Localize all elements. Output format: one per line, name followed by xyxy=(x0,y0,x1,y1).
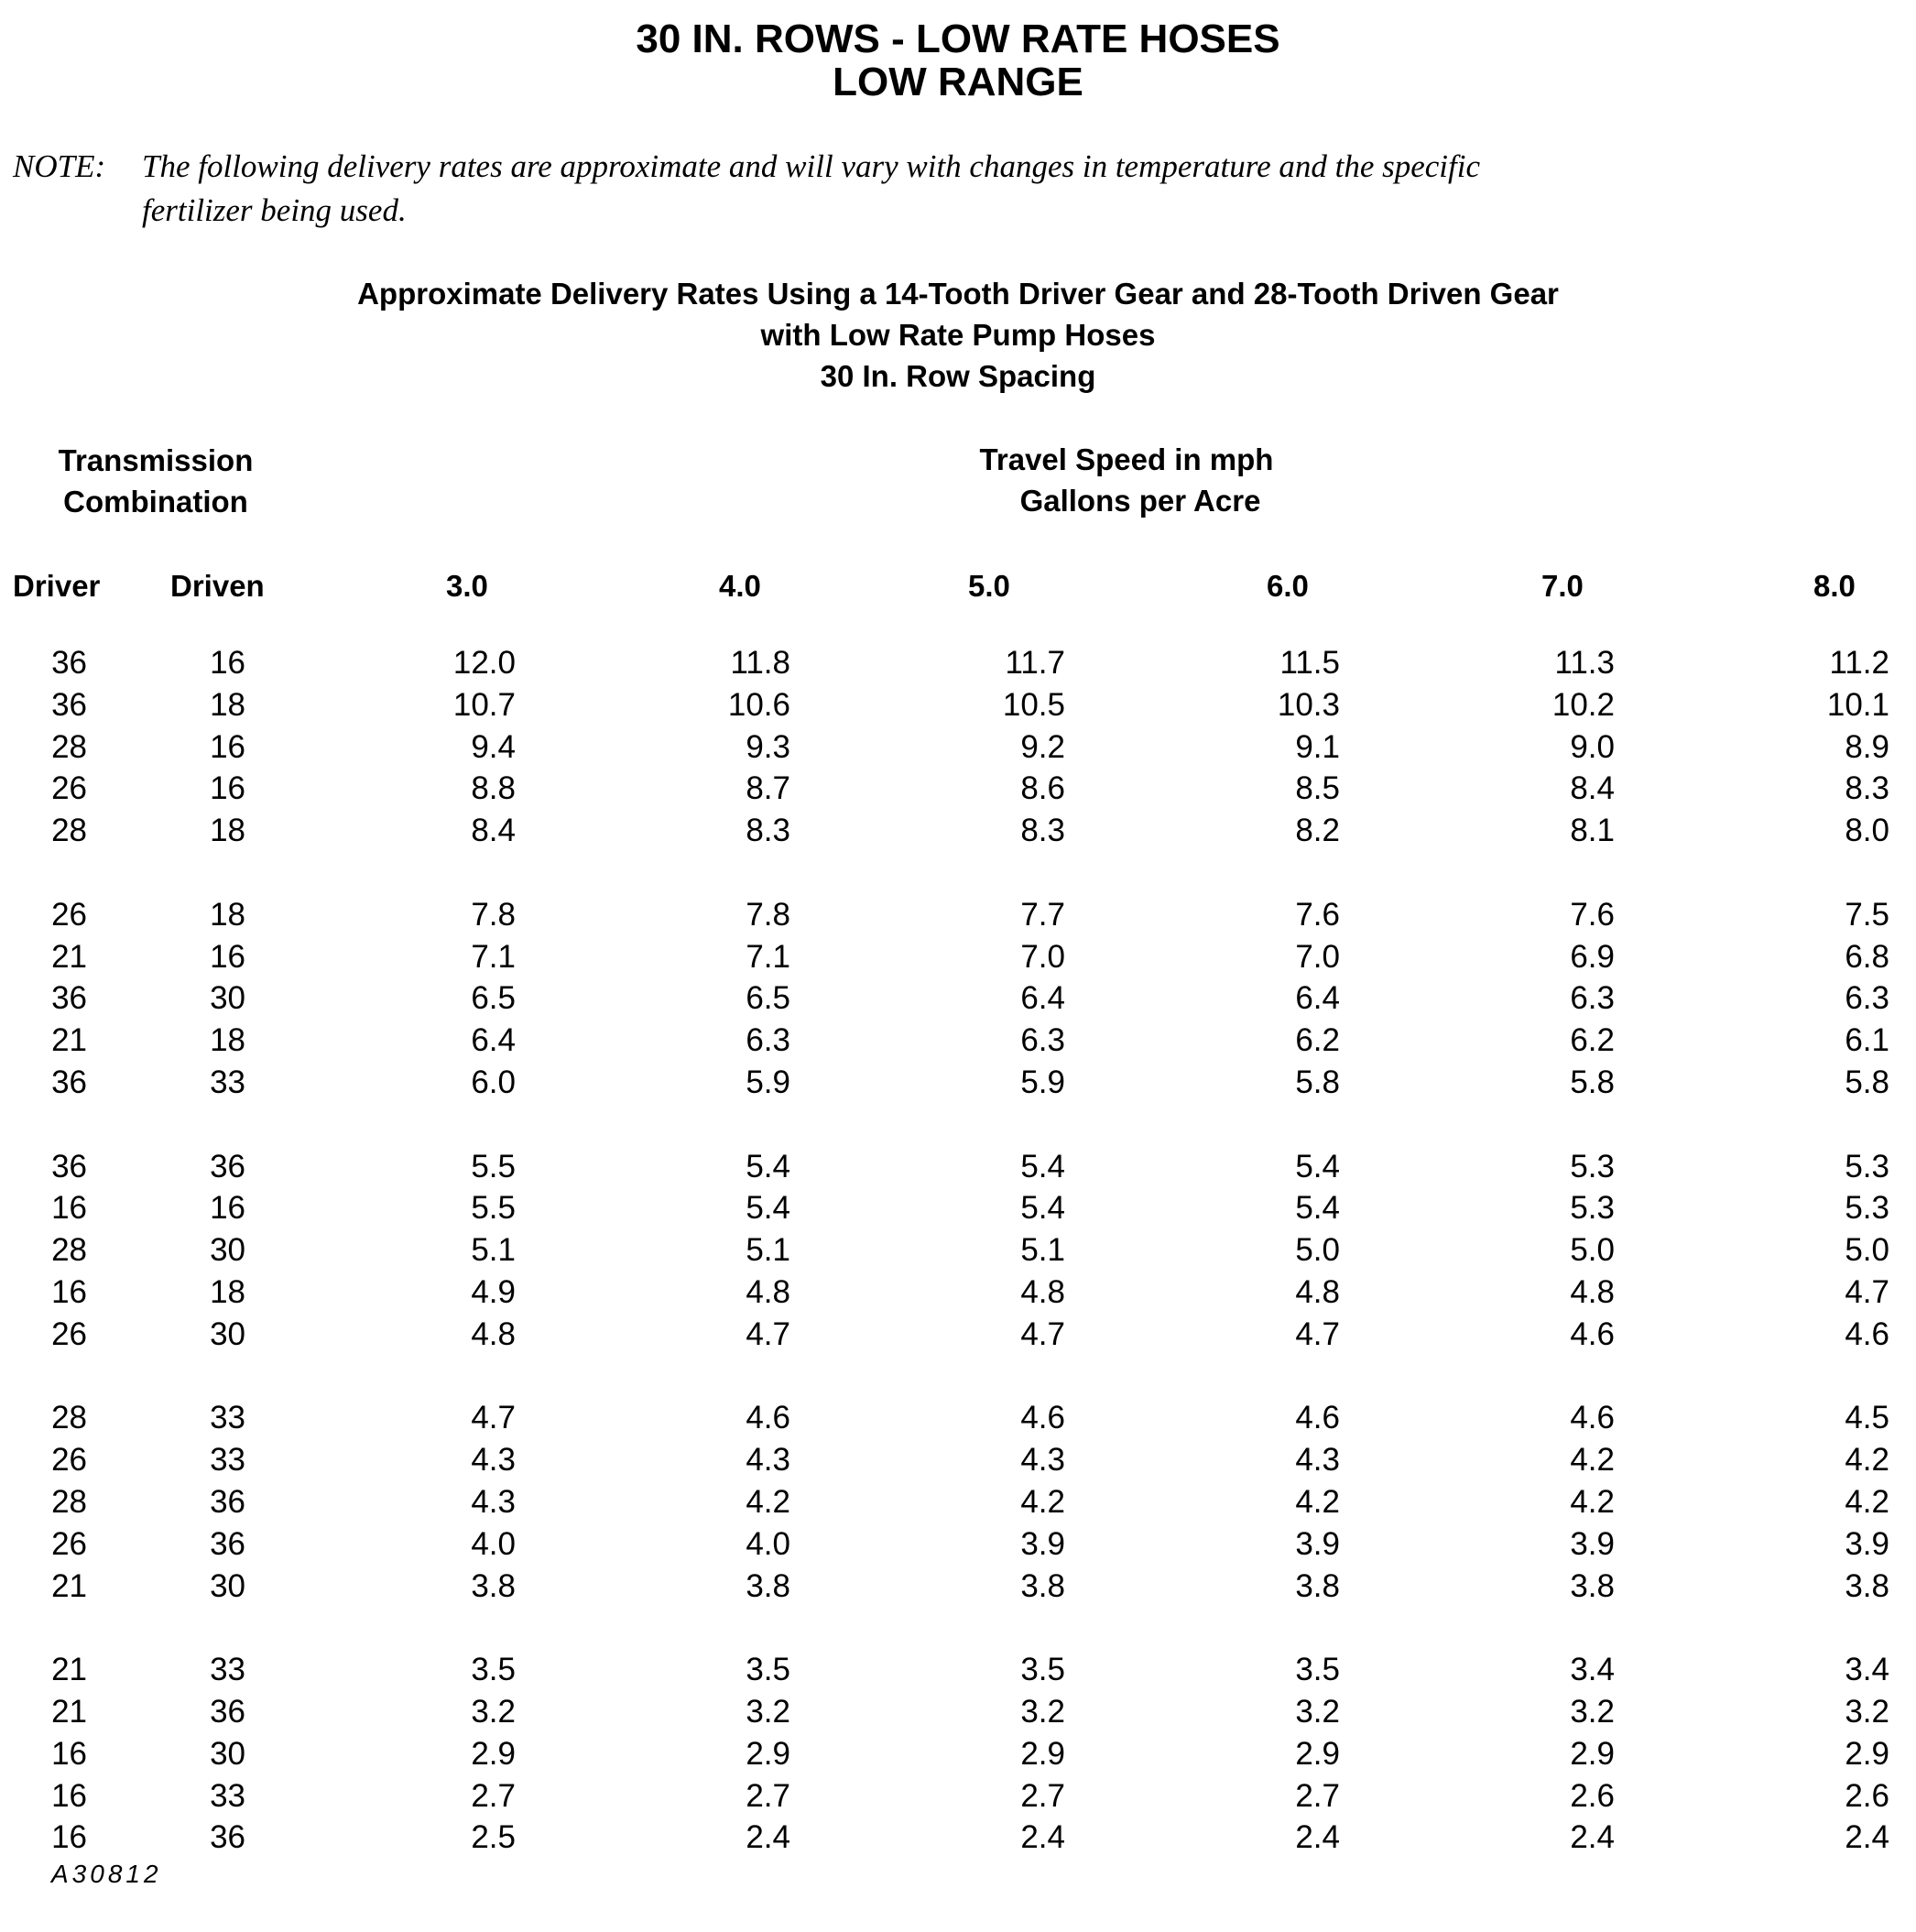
rate-cell: 4.2 xyxy=(1845,1484,1889,1520)
rate-cell: 6.0 xyxy=(471,1064,516,1100)
transmission-header-line2: Combination xyxy=(63,485,248,518)
rate-cell: 7.5 xyxy=(1845,896,1889,933)
rate-cell: 2.4 xyxy=(1845,1819,1889,1856)
table-subtitle-line1: Approximate Delivery Rates Using a 14-Tooth Driver Gear and 28-Tooth Driven Gear xyxy=(357,277,1559,311)
rate-cell: 4.8 xyxy=(471,1315,516,1352)
rate-cell: 12.0 xyxy=(452,645,516,681)
rate-cell: 4.8 xyxy=(1020,1274,1065,1310)
rate-cell: 7.8 xyxy=(471,896,516,933)
rate-cell: 5.3 xyxy=(1845,1148,1889,1184)
rate-cell: 4.6 xyxy=(1845,1315,1889,1352)
rate-cell: 11.7 xyxy=(1005,645,1065,681)
rate-cell: 6.4 xyxy=(471,1022,516,1059)
rate-cell: 5.4 xyxy=(1020,1148,1065,1184)
driven-cell: 33 xyxy=(210,1777,245,1814)
rate-cell: 6.3 xyxy=(746,1022,790,1059)
rate-cell: 2.7 xyxy=(1295,1777,1340,1814)
driver-cell: 36 xyxy=(51,645,87,681)
rate-cell: 6.5 xyxy=(746,980,790,1017)
driven-cell: 33 xyxy=(210,1064,245,1100)
rate-cell: 5.9 xyxy=(746,1064,790,1100)
rate-cell: 6.3 xyxy=(1020,1022,1065,1059)
rate-cell: 8.5 xyxy=(1295,770,1340,807)
rate-cell: 10.3 xyxy=(1277,686,1340,723)
driver-cell: 26 xyxy=(51,896,87,933)
driver-cell: 26 xyxy=(51,1315,87,1352)
rate-cell: 4.5 xyxy=(1845,1400,1889,1436)
driver-cell: 36 xyxy=(51,1064,87,1100)
rate-cell: 3.4 xyxy=(1845,1652,1889,1688)
rate-cell: 5.9 xyxy=(1020,1064,1065,1100)
rate-cell: 5.0 xyxy=(1295,1232,1340,1269)
speed-header-5-0: 5.0 xyxy=(968,569,1010,603)
rate-cell: 6.3 xyxy=(1570,980,1615,1017)
rate-cell: 4.2 xyxy=(746,1484,790,1520)
rate-cell: 5.3 xyxy=(1570,1148,1615,1184)
driven-cell: 18 xyxy=(210,1022,245,1059)
driver-cell: 26 xyxy=(51,1525,87,1562)
table-subtitle-line2: with Low Rate Pump Hoses xyxy=(760,318,1156,352)
rate-cell: 4.3 xyxy=(471,1442,516,1479)
rate-cell: 2.9 xyxy=(746,1735,790,1772)
driver-cell: 21 xyxy=(51,1022,87,1059)
rate-cell: 6.2 xyxy=(1295,1022,1340,1059)
rate-cell: 6.3 xyxy=(1845,980,1889,1017)
rate-cell: 5.1 xyxy=(1020,1232,1065,1269)
rate-cell: 7.8 xyxy=(746,896,790,933)
rate-cell: 10.7 xyxy=(452,686,516,723)
driver-cell: 28 xyxy=(51,813,87,849)
rate-cell: 2.9 xyxy=(471,1735,516,1772)
driven-cell: 36 xyxy=(210,1484,245,1520)
driven-cell: 16 xyxy=(210,1190,245,1227)
rate-cell: 11.3 xyxy=(1554,645,1615,681)
rate-cell: 8.6 xyxy=(1020,770,1065,807)
rate-cell: 5.4 xyxy=(746,1148,790,1184)
rate-cell: 4.3 xyxy=(471,1484,516,1520)
rate-cell: 2.4 xyxy=(746,1819,790,1856)
rate-cell: 3.8 xyxy=(1570,1567,1615,1604)
rate-cell: 11.8 xyxy=(730,645,790,681)
driver-cell: 21 xyxy=(51,938,87,975)
driven-cell: 36 xyxy=(210,1819,245,1856)
rate-cell: 10.5 xyxy=(1002,686,1065,723)
rate-cell: 6.2 xyxy=(1570,1022,1615,1059)
rate-cell: 5.5 xyxy=(471,1148,516,1184)
rate-cell: 5.0 xyxy=(1570,1232,1615,1269)
rate-cell: 4.2 xyxy=(1845,1442,1889,1479)
rate-cell: 4.9 xyxy=(471,1274,516,1310)
rate-cell: 8.1 xyxy=(1570,813,1615,849)
rate-cell: 10.6 xyxy=(727,686,790,723)
rate-cell: 3.8 xyxy=(746,1567,790,1604)
rate-cell: 6.9 xyxy=(1570,938,1615,975)
driven-cell: 18 xyxy=(210,1274,245,1310)
rate-cell: 5.1 xyxy=(746,1232,790,1269)
rate-cell: 10.2 xyxy=(1551,686,1615,723)
rate-cell: 7.1 xyxy=(746,938,790,975)
rate-cell: 3.8 xyxy=(1845,1567,1889,1604)
rate-cell: 6.4 xyxy=(1295,980,1340,1017)
speed-header-line1: Travel Speed in mph xyxy=(979,442,1274,476)
driven-cell: 30 xyxy=(210,1315,245,1352)
rate-cell: 9.2 xyxy=(1020,728,1065,765)
rate-cell: 4.7 xyxy=(1295,1315,1340,1352)
driver-cell: 21 xyxy=(51,1694,87,1730)
rate-cell: 5.4 xyxy=(1295,1190,1340,1227)
speed-header-4-0: 4.0 xyxy=(719,569,761,603)
page-title-line2: LOW RANGE xyxy=(833,60,1083,104)
rate-cell: 7.0 xyxy=(1020,938,1065,975)
rate-cell: 5.4 xyxy=(1020,1190,1065,1227)
rate-cell: 4.3 xyxy=(746,1442,790,1479)
rate-cell: 2.4 xyxy=(1570,1819,1615,1856)
rate-cell: 5.4 xyxy=(1295,1148,1340,1184)
driver-cell: 16 xyxy=(51,1777,87,1814)
speed-header-8-0: 8.0 xyxy=(1813,569,1856,603)
rate-cell: 4.8 xyxy=(1570,1274,1615,1310)
rate-cell: 3.9 xyxy=(1295,1525,1340,1562)
rate-cell: 5.0 xyxy=(1845,1232,1889,1269)
rate-cell: 2.7 xyxy=(746,1777,790,1814)
rate-cell: 2.4 xyxy=(1020,1819,1065,1856)
rate-cell: 7.0 xyxy=(1295,938,1340,975)
rate-cell: 6.4 xyxy=(1020,980,1065,1017)
rate-cell: 4.7 xyxy=(471,1400,516,1436)
driven-cell: 18 xyxy=(210,813,245,849)
rate-cell: 4.3 xyxy=(1020,1442,1065,1479)
rate-cell: 10.1 xyxy=(1826,686,1889,723)
driver-cell: 28 xyxy=(51,1232,87,1269)
driver-cell: 16 xyxy=(51,1735,87,1772)
rate-cell: 2.9 xyxy=(1020,1735,1065,1772)
note-label: NOTE: xyxy=(13,148,106,184)
rate-cell: 3.5 xyxy=(1020,1652,1065,1688)
rate-cell: 3.4 xyxy=(1570,1652,1615,1688)
rate-cell: 4.0 xyxy=(471,1525,516,1562)
driven-cell: 30 xyxy=(210,1567,245,1604)
rate-cell: 8.3 xyxy=(1845,770,1889,807)
driven-cell: 16 xyxy=(210,938,245,975)
rate-cell: 3.8 xyxy=(1295,1567,1340,1604)
rate-cell: 8.9 xyxy=(1845,728,1889,765)
rate-cell: 3.2 xyxy=(1845,1694,1889,1730)
driven-column-header: Driven xyxy=(170,569,265,603)
driven-cell: 16 xyxy=(210,645,245,681)
rate-cell: 8.3 xyxy=(1020,813,1065,849)
rate-cell: 3.9 xyxy=(1570,1525,1615,1562)
driven-cell: 30 xyxy=(210,1735,245,1772)
rate-cell: 3.8 xyxy=(1020,1567,1065,1604)
driven-cell: 36 xyxy=(210,1694,245,1730)
rate-cell: 5.1 xyxy=(471,1232,516,1269)
rate-cell: 2.9 xyxy=(1845,1735,1889,1772)
driven-cell: 33 xyxy=(210,1400,245,1436)
rate-cell: 4.2 xyxy=(1295,1484,1340,1520)
rate-cell: 2.7 xyxy=(471,1777,516,1814)
rate-cell: 4.6 xyxy=(746,1400,790,1436)
rate-cell: 8.4 xyxy=(1570,770,1615,807)
rate-cell: 5.3 xyxy=(1845,1190,1889,1227)
driver-cell: 21 xyxy=(51,1567,87,1604)
speed-header-line2: Gallons per Acre xyxy=(1019,484,1261,518)
driver-cell: 26 xyxy=(51,770,87,807)
page-title-line1: 30 IN. ROWS - LOW RATE HOSES xyxy=(636,16,1280,61)
driven-cell: 18 xyxy=(210,686,245,723)
rate-cell: 3.5 xyxy=(471,1652,516,1688)
driven-cell: 36 xyxy=(210,1148,245,1184)
rate-cell: 4.6 xyxy=(1020,1400,1065,1436)
driven-cell: 16 xyxy=(210,728,245,765)
rate-cell: 4.7 xyxy=(746,1315,790,1352)
rate-cell: 3.2 xyxy=(1570,1694,1615,1730)
speed-header-6-0: 6.0 xyxy=(1267,569,1309,603)
rate-cell: 8.3 xyxy=(746,813,790,849)
rate-cell: 3.5 xyxy=(1295,1652,1340,1688)
driven-cell: 33 xyxy=(210,1652,245,1688)
table-subtitle-line3: 30 In. Row Spacing xyxy=(820,359,1096,393)
rate-cell: 4.0 xyxy=(746,1525,790,1562)
rate-cell: 4.6 xyxy=(1570,1400,1615,1436)
rate-cell: 11.2 xyxy=(1829,645,1889,681)
rate-cell: 5.3 xyxy=(1570,1190,1615,1227)
rate-cell: 7.1 xyxy=(471,938,516,975)
rate-cell: 4.2 xyxy=(1020,1484,1065,1520)
rate-cell: 11.5 xyxy=(1279,645,1340,681)
driver-cell: 16 xyxy=(51,1819,87,1856)
driver-cell: 28 xyxy=(51,1484,87,1520)
rate-cell: 2.7 xyxy=(1020,1777,1065,1814)
rate-cell: 4.8 xyxy=(1295,1274,1340,1310)
driver-cell: 36 xyxy=(51,980,87,1017)
rate-cell: 3.2 xyxy=(471,1694,516,1730)
rate-cell: 6.1 xyxy=(1845,1022,1889,1059)
rate-cell: 9.0 xyxy=(1570,728,1615,765)
driver-column-header: Driver xyxy=(13,569,101,603)
rate-cell: 5.8 xyxy=(1295,1064,1340,1100)
speed-header-3-0: 3.0 xyxy=(446,569,488,603)
rate-cell: 4.8 xyxy=(746,1274,790,1310)
figure-code: A30812 xyxy=(51,1860,162,1888)
rate-cell: 4.6 xyxy=(1570,1315,1615,1352)
driver-cell: 28 xyxy=(51,1400,87,1436)
rate-cell: 4.2 xyxy=(1570,1442,1615,1479)
driver-cell: 21 xyxy=(51,1652,87,1688)
rate-cell: 4.7 xyxy=(1020,1315,1065,1352)
rate-cell: 8.4 xyxy=(471,813,516,849)
driven-cell: 36 xyxy=(210,1525,245,1562)
rate-cell: 9.3 xyxy=(746,728,790,765)
rate-cell: 6.5 xyxy=(471,980,516,1017)
driven-cell: 16 xyxy=(210,770,245,807)
rate-cell: 4.2 xyxy=(1570,1484,1615,1520)
rate-cell: 3.2 xyxy=(1020,1694,1065,1730)
driver-cell: 36 xyxy=(51,1148,87,1184)
driver-cell: 28 xyxy=(51,728,87,765)
driver-cell: 26 xyxy=(51,1442,87,1479)
rate-cell: 5.4 xyxy=(746,1190,790,1227)
rate-cell: 7.7 xyxy=(1020,896,1065,933)
driver-cell: 16 xyxy=(51,1274,87,1310)
rate-cell: 3.2 xyxy=(1295,1694,1340,1730)
rate-cell: 9.1 xyxy=(1295,728,1340,765)
driver-cell: 36 xyxy=(51,686,87,723)
rate-cell: 7.6 xyxy=(1295,896,1340,933)
rate-cell: 6.8 xyxy=(1845,938,1889,975)
rate-cell: 2.6 xyxy=(1570,1777,1615,1814)
rate-cell: 5.8 xyxy=(1845,1064,1889,1100)
rate-cell: 3.8 xyxy=(471,1567,516,1604)
rate-cell: 2.5 xyxy=(471,1819,516,1856)
rate-cell: 8.7 xyxy=(746,770,790,807)
note-line2: fertilizer being used. xyxy=(142,192,407,228)
rate-cell: 4.6 xyxy=(1295,1400,1340,1436)
rate-cell: 5.8 xyxy=(1570,1064,1615,1100)
rate-cell: 2.9 xyxy=(1295,1735,1340,1772)
rate-cell: 2.6 xyxy=(1845,1777,1889,1814)
rate-cell: 4.7 xyxy=(1845,1274,1889,1310)
rate-cell: 8.2 xyxy=(1295,813,1340,849)
transmission-header-line1: Transmission xyxy=(58,443,254,477)
rate-cell: 2.9 xyxy=(1570,1735,1615,1772)
rate-cell: 3.2 xyxy=(746,1694,790,1730)
rate-cell: 3.5 xyxy=(746,1652,790,1688)
driven-cell: 30 xyxy=(210,1232,245,1269)
rate-cell: 9.4 xyxy=(471,728,516,765)
speed-header-7-0: 7.0 xyxy=(1541,569,1584,603)
rate-cell: 8.8 xyxy=(471,770,516,807)
rate-cell: 3.9 xyxy=(1845,1525,1889,1562)
rate-cell: 2.4 xyxy=(1295,1819,1340,1856)
driven-cell: 30 xyxy=(210,980,245,1017)
driven-cell: 33 xyxy=(210,1442,245,1479)
rate-cell: 7.6 xyxy=(1570,896,1615,933)
rate-cell: 8.0 xyxy=(1845,813,1889,849)
driven-cell: 18 xyxy=(210,896,245,933)
driver-cell: 16 xyxy=(51,1190,87,1227)
note-line1: The following delivery rates are approximate and will vary with changes in temperature and the specific xyxy=(142,148,1481,184)
rate-cell: 3.9 xyxy=(1020,1525,1065,1562)
rate-cell: 5.5 xyxy=(471,1190,516,1227)
rate-cell: 4.3 xyxy=(1295,1442,1340,1479)
